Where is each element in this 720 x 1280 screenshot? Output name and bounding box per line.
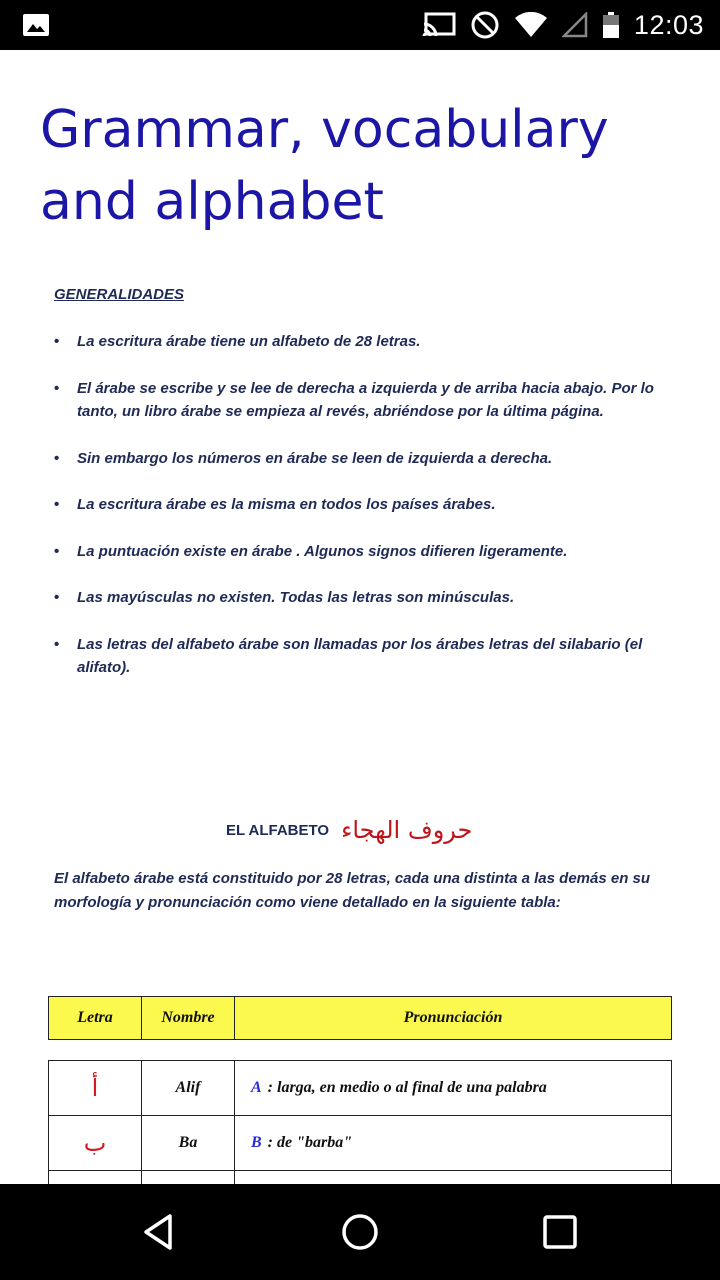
list-item: • Las letras del alfabeto árabe son llamadas por los árabes letras del silabario (el alifato). [54,633,664,680]
letter-cell: أ [49,1061,142,1116]
pronunciation-cell [235,1116,672,1171]
bullet-icon: • [54,379,60,397]
battery-icon [602,11,620,39]
status-bar [0,0,720,50]
alphabet-table-header [48,996,672,1040]
do-not-disturb-icon [470,10,500,40]
bullet-icon: • [54,496,60,513]
letter-cell [49,1171,142,1185]
signal-icon [562,12,588,38]
table-row [49,1061,672,1116]
clock: 12:03 [633,9,704,40]
alphabet-intro: El alfabeto árabe está constituido por 28 letras, cada una distinta a las demás en su morfología y pronunciación como viene detallado en la siguiente tabla: [54,870,651,911]
page-title: Grammar, vocabulary and alphabet [40,100,609,232]
navigation-bar [0,1184,720,1280]
list-item: • La puntuación existe en árabe . Algunos signos difieren ligeramente. [54,540,664,564]
name-cell [142,1171,235,1185]
letter-cell: ب [49,1116,142,1171]
alphabet-heading [226,816,472,844]
alphabet-arabic-title: حروف الهجاء [341,816,473,844]
list-item: • La escritura árabe tiene un alfabeto de 28 letras. [54,330,664,354]
page-content[interactable] [0,50,720,1184]
alphabet-table [48,1060,672,1184]
section-heading: GENERALIDADES [54,286,185,303]
pronunciation-cell [235,1061,672,1116]
recents-icon[interactable] [536,1208,584,1256]
bullet-icon: • [54,542,60,560]
cast-icon [422,12,456,38]
pronunciation-text: : larga, en medio o al final de una palabra [267,1079,547,1096]
bullet-icon: • [54,635,60,653]
wifi-icon [514,12,548,38]
image-icon [22,13,50,37]
list-item: • Sin embargo los números en árabe se leen de izquierda a derecha. [54,447,664,471]
name-cell: Alif [142,1061,235,1116]
back-icon[interactable] [136,1208,184,1256]
header-letra: Letra [49,997,142,1040]
header-pronunciacion: Pronunciación [235,997,672,1040]
latin-letter: B [251,1134,262,1151]
table-row [49,1116,672,1171]
table-row [49,1171,672,1185]
pronunciation-text: : de "barba" [267,1134,353,1151]
list-item: • El árabe se escribe y se lee de derecha a izquierda y de arriba hacia abajo. Por lo tanto, un libro árabe se empieza al revés, abriéndose por la última página. [54,377,664,424]
alphabet-label: EL ALFABETO [226,821,330,839]
home-icon[interactable] [336,1208,384,1256]
name-cell: Ba [142,1116,235,1171]
bullet-icon: • [54,589,60,606]
header-nombre: Nombre [142,997,235,1040]
bullet-icon: • [54,333,60,350]
pronunciation-cell [235,1171,672,1185]
list-item: • Las mayúsculas no existen. Todas las letras son minúsculas. [54,586,664,610]
bullet-icon: • [54,449,60,467]
bullet-list [54,330,664,680]
list-item: • La escritura árabe es la misma en todos los países árabes. [54,493,664,517]
latin-letter: A [251,1079,262,1096]
